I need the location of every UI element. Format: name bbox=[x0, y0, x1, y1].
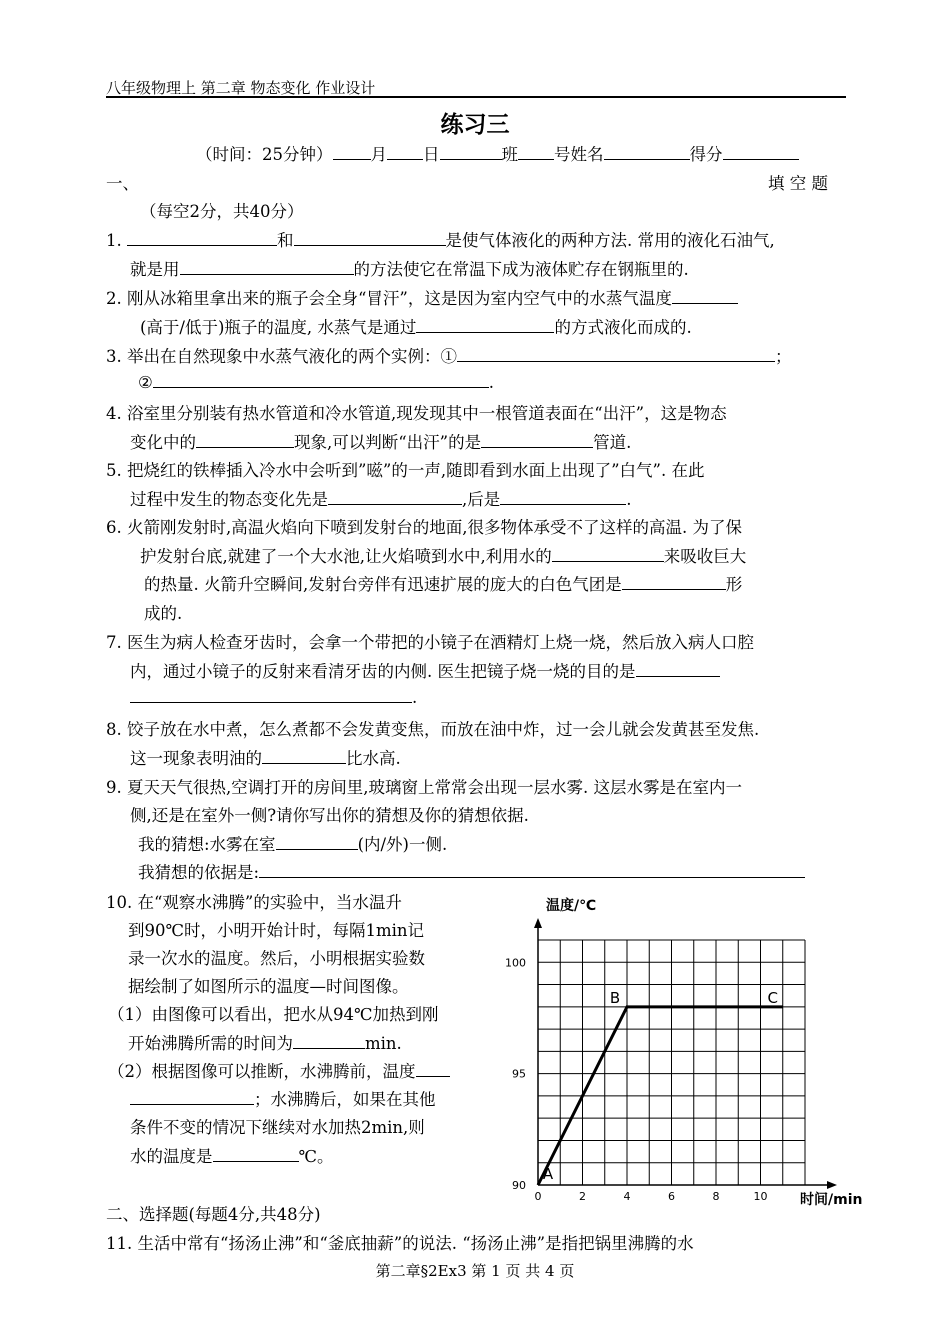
q7-blank2[interactable] bbox=[130, 687, 412, 703]
q10-blank2a[interactable] bbox=[416, 1061, 450, 1077]
info-month: 月 bbox=[370, 145, 387, 164]
section1-number: 一、 bbox=[106, 174, 139, 193]
q2-blank2[interactable] bbox=[416, 317, 554, 333]
q3-blank1[interactable] bbox=[457, 346, 775, 362]
x-tick-label: 10 bbox=[753, 1190, 768, 1203]
q3-line1: 3. 举出在自然现象中水蒸气液化的两个实例：① ； bbox=[106, 347, 792, 366]
q9-blank1[interactable] bbox=[276, 834, 358, 850]
info-class: 班 bbox=[501, 145, 518, 164]
x-tick-label: 2 bbox=[579, 1190, 586, 1203]
info-score: 得分 bbox=[689, 145, 723, 164]
q4-blank1[interactable] bbox=[196, 432, 294, 448]
q10-line1: 10. 在“观察水沸腾”的实验中，当水温升 bbox=[106, 893, 402, 912]
q8-line1: 8. 饺子放在水中煮，怎么煮都不会发黄变焦，而放在油中炸，过一会儿就会发黄甚至发焦. bbox=[106, 720, 760, 739]
q6-line4: 成的. bbox=[144, 604, 183, 623]
q4-line2: 变化中的 现象,可以判断“出汗”的是 管道. bbox=[130, 433, 632, 452]
day-blank[interactable] bbox=[387, 144, 423, 160]
q10-line10: 水的温度是 ℃。 bbox=[130, 1147, 334, 1166]
q1-blank3[interactable] bbox=[180, 259, 354, 275]
number-blank[interactable] bbox=[518, 144, 554, 160]
q10-blank1[interactable] bbox=[293, 1033, 365, 1049]
info-line bbox=[196, 141, 799, 165]
month-blank[interactable] bbox=[333, 144, 371, 160]
q10-line3: 录一次水的温度。然后，小明根据实验数 bbox=[128, 949, 425, 968]
page-title: 练习三 bbox=[440, 112, 510, 138]
q10-line4: 据绘制了如图所示的温度—时间图像。 bbox=[128, 977, 409, 996]
y-tick-label: 90 bbox=[512, 1179, 526, 1192]
x-tick-label: 6 bbox=[668, 1190, 675, 1203]
page-footer: 第二章§2Ex3 第 1 页 共 4 页 bbox=[375, 1262, 575, 1280]
q7-line3: . bbox=[130, 687, 417, 707]
q5-blank1[interactable] bbox=[328, 489, 462, 505]
info-number-name: 号姓名 bbox=[554, 145, 604, 164]
q2-line1: 2. 刚从冰箱里拿出来的瓶子会全身“冒汗”，这是因为室内空气中的水蒸气温度 bbox=[106, 285, 738, 309]
q9-line1: 9. 夏天天气很热,空调打开的房间里,玻璃窗上常常会出现一层水雾. 这层水雾是在室内一 bbox=[106, 778, 742, 797]
q4-blank2[interactable] bbox=[481, 432, 593, 448]
q7-line1: 7. 医生为病人检查牙齿时，会拿一个带把的小镜子在酒精灯上烧一烧，然后放入病人口腔 bbox=[106, 633, 754, 652]
point-label-a: A bbox=[542, 1165, 554, 1183]
q8-line2: 这一现象表明油的 比水高. bbox=[130, 749, 401, 768]
y-axis-label: 温度/℃ bbox=[546, 898, 597, 914]
q11-line1: 11. 生活中常有“扬汤止沸”和“釜底抽薪”的说法. “扬汤止沸”是指把锅里沸腾的水 bbox=[106, 1234, 694, 1253]
q1-line1: 1. 和 是使气体液化的两种方法. 常用的液化石油气, bbox=[106, 231, 775, 250]
x-axis-arrow bbox=[827, 1181, 837, 1189]
x-tick-label: 8 bbox=[712, 1190, 720, 1203]
q5-line1: 5. 把烧红的铁棒插入冷水中会听到”嗞”的一声,随即看到水面上出现了”白气”. 在此 bbox=[106, 461, 705, 480]
section1-heading: 填 空 题 bbox=[768, 174, 828, 193]
q1-blank2[interactable] bbox=[294, 230, 446, 246]
section1-note: （每空2分，共40分） bbox=[140, 202, 304, 221]
y-tick-label: 100 bbox=[505, 956, 526, 970]
q2-blank1[interactable] bbox=[672, 288, 738, 304]
x-tick-label: 0 bbox=[534, 1190, 542, 1203]
info-time: （时间：25分钟） bbox=[196, 145, 333, 164]
y-axis-arrow bbox=[534, 918, 542, 928]
q6-line2: 护发射台底,就建了一个大水池,让火焰喷到水中,利用水的 来吸收巨大 bbox=[140, 547, 747, 566]
q10-line6: 开始沸腾所需的时间为 min. bbox=[128, 1034, 402, 1053]
q9-line3: 我的猜想:水雾在室 (内/外)一侧. bbox=[138, 835, 448, 854]
q10-blank2b[interactable] bbox=[130, 1089, 254, 1105]
q7-line2: 内，通过小镜子的反射来看清牙齿的内侧. 医生把镜子烧一烧的目的是 bbox=[130, 658, 720, 682]
q10-line5: （1）由图像可以看出，把水从94℃加热到刚 bbox=[108, 1005, 439, 1024]
q5-line2: 过程中发生的物态变化先是 ,后是 . bbox=[130, 490, 632, 509]
header-rule bbox=[106, 96, 846, 98]
q2-line2: (高于/低于)瓶子的温度, 水蒸气是通过 的方式液化而成的. bbox=[140, 318, 692, 337]
q6-line1: 6. 火箭刚发射时,高温火焰向下喷到发射台的地面,很多物体承受不了这样的高温. 为了保 bbox=[106, 518, 742, 537]
q1-line2: 就是用 的方法使它在常温下成为液体贮存在钢瓶里的. bbox=[130, 260, 689, 279]
q9-blank2[interactable] bbox=[259, 862, 805, 878]
q10-line9: 条件不变的情况下继续对水加热2min,则 bbox=[130, 1118, 425, 1137]
y-tick-label: 95 bbox=[512, 1067, 526, 1081]
q10-line2: 到90℃时，小明开始计时，每隔1min记 bbox=[128, 921, 425, 940]
x-axis-label: 时间/min bbox=[800, 1192, 863, 1208]
q8-blank1[interactable] bbox=[262, 748, 346, 764]
section2-heading: 二、选择题(每题4分,共48分) bbox=[106, 1205, 321, 1224]
class-blank[interactable] bbox=[440, 144, 502, 160]
info-day: 日 bbox=[423, 145, 440, 164]
q3-line2: ② . bbox=[138, 373, 495, 392]
q5-blank2[interactable] bbox=[500, 489, 626, 505]
q9-line2: 侧,还是在室外一侧?请你写出你的猜想及你的猜想依据. bbox=[130, 806, 529, 825]
q6-line3: 的热量. 火箭升空瞬间,发射台旁伴有迅速扩展的庞大的白色气团是 形 bbox=[144, 575, 743, 594]
q4-line1: 4. 浴室里分别装有热水管道和冷水管道,现发现其中一根管道表面在“出汗”，这是物态 bbox=[106, 404, 727, 423]
page-header: 八年级物理上 第二章 物态变化 作业设计 bbox=[106, 79, 376, 97]
q6-blank1[interactable] bbox=[552, 546, 664, 562]
q7-blank1[interactable] bbox=[636, 661, 720, 677]
q1-blank1[interactable] bbox=[127, 230, 277, 246]
x-tick-label: 4 bbox=[623, 1190, 631, 1203]
q10-line8: ；水沸腾后，如果在其他 bbox=[130, 1086, 436, 1110]
q10-line7: （2）根据图像可以推断，水沸腾前，温度 bbox=[108, 1058, 450, 1082]
name-blank[interactable] bbox=[604, 144, 690, 160]
data-line bbox=[538, 1007, 783, 1185]
q6-blank2[interactable] bbox=[622, 574, 726, 590]
q9-line4: 我猜想的依据是: bbox=[138, 859, 805, 883]
score-blank[interactable] bbox=[723, 144, 799, 160]
point-label-b: B bbox=[609, 988, 621, 1007]
q10-blank3[interactable] bbox=[213, 1146, 299, 1162]
point-label-c: C bbox=[767, 988, 778, 1007]
q3-blank2[interactable] bbox=[153, 372, 489, 388]
